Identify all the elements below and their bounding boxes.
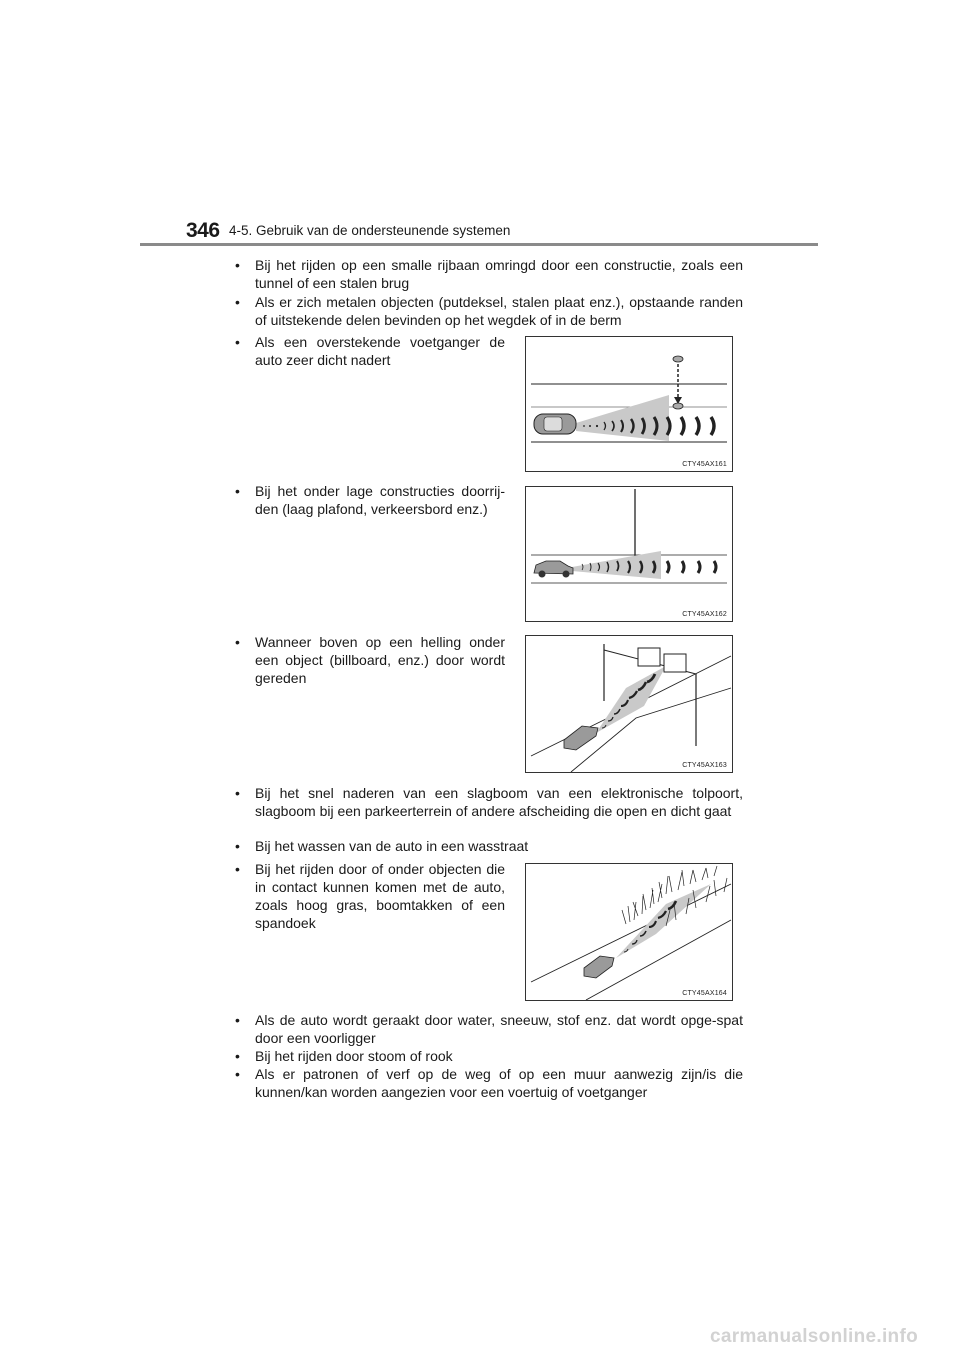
- figure-slope-billboard: [525, 635, 733, 773]
- bullet-item: • Als een overstekende voetganger de auto zeer dicht nadert: [235, 334, 505, 368]
- section-title: 4-5. Gebruik van de ondersteunende systemen: [229, 223, 511, 238]
- page-number: 346: [186, 219, 220, 242]
- pedestrian-illustration: [526, 337, 732, 471]
- bullet-item: • Als de auto wordt geraakt door water, sneeuw, stof enz. dat wordt opge-spat door een voorligger: [235, 1012, 743, 1046]
- bullet-item: • Bij het rijden door stoom of rook: [235, 1048, 453, 1064]
- figure-code: CTY45AX162: [682, 611, 727, 618]
- bullet-item: • Bij het snel naderen van een slagboom van een elektronische tolpoort, slagboom bij een parkeerterrein of andere afscheiding die open en dicht gaat: [235, 785, 743, 819]
- bullet-item: • Bij het rijden door of onder objecten die in contact kunnen komen met de auto, zoals hoog gras, boomtakken of een spandoek: [235, 861, 505, 931]
- header-divider: [140, 243, 818, 246]
- low-structure-illustration: [526, 487, 732, 621]
- bullet-item: • Bij het rijden op een smalle rijbaan omringd door een constructie, zoals een tunnel of een stalen brug: [235, 257, 743, 291]
- bullet-item: • Als er zich metalen objecten (putdeksel, stalen plaat enz.), opstaande randen of uitstekende delen bevinden op het wegdek of in de berm: [235, 294, 743, 328]
- watermark: carmanualsonline.info: [710, 1326, 918, 1347]
- figure-low-structure: [525, 486, 733, 622]
- figure-code: CTY45AX163: [682, 762, 727, 769]
- slope-billboard-illustration: [526, 636, 732, 772]
- bullet-item: • Bij het wassen van de auto in een wasstraat: [235, 838, 529, 854]
- figure-code: CTY45AX164: [682, 990, 727, 997]
- bullet-item: • Bij het onder lage constructies doorrij-den (laag plafond, verkeersbord enz.): [235, 483, 505, 517]
- figure-pedestrian-crossing: [525, 336, 733, 472]
- bullet-item: • Wanneer boven op een helling onder een object (billboard, enz.) door wordt gereden: [235, 634, 505, 686]
- figure-code: CTY45AX161: [682, 461, 727, 468]
- figure-tall-grass: [525, 863, 733, 1001]
- bullet-item: • Als er patronen of verf op de weg of op een muur aanwezig zijn/is die kunnen/kan worden aangezien voor een voertuig of voetganger: [235, 1066, 743, 1100]
- tall-grass-illustration: [526, 864, 732, 1000]
